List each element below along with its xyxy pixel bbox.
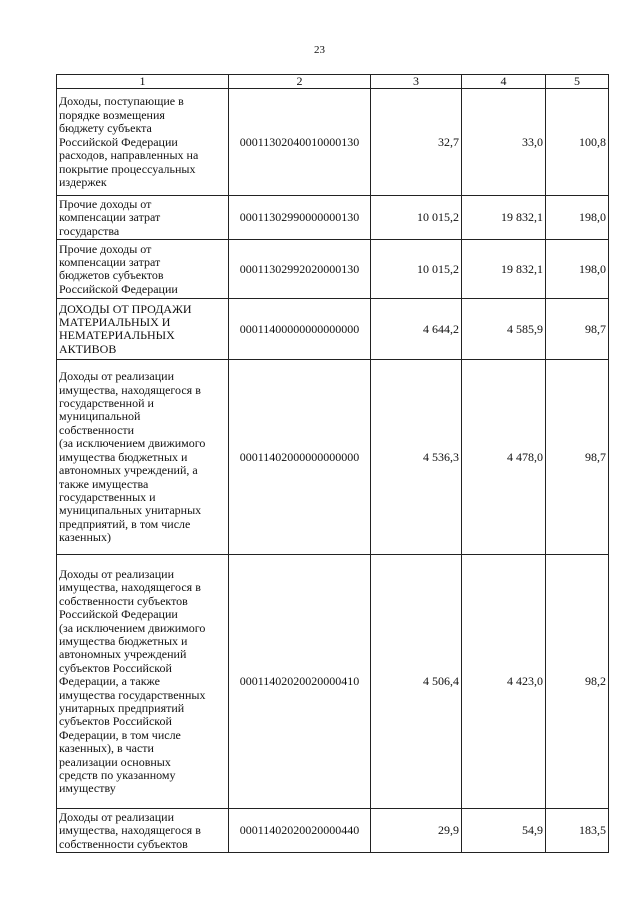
row-value-col5: 100,8 [546, 89, 609, 196]
row-code-cell: 00011302040010000130 [229, 89, 371, 196]
table-row [57, 196, 609, 240]
row-value-col5: 198,0 [546, 240, 609, 299]
row-name-cell: Прочие доходы от компенсации затрат бюджетов субъектов Российской Федерации [57, 240, 229, 299]
column-header-4: 4 [462, 75, 546, 89]
row-value-col5: 183,5 [546, 809, 609, 853]
row-value-col4: 33,0 [462, 89, 546, 196]
row-value-col5: 98,2 [546, 555, 609, 809]
row-value-col5: 98,7 [546, 360, 609, 555]
row-value-col3: 10 015,2 [371, 196, 462, 240]
column-header-5: 5 [546, 75, 609, 89]
table-row [57, 360, 609, 555]
row-name-cell: Прочие доходы от компенсации затрат государства [57, 196, 229, 240]
row-value-col3: 32,7 [371, 89, 462, 196]
row-name-cell: Доходы, поступающие в порядке возмещения бюджету субъекта Российской Федерации расходов, направленных на покрытие процессуальных издержек [57, 89, 229, 196]
row-code-cell: 00011400000000000000 [229, 299, 371, 360]
table-row [57, 240, 609, 299]
column-header-1: 1 [57, 75, 229, 89]
table-row [57, 299, 609, 360]
row-value-col4: 4 478,0 [462, 360, 546, 555]
row-name-cell: Доходы от реализации имущества, находящегося в собственности субъектов Российской Федерации (за исключением движимого имущества бюджетных и автономных учреждений субъектов Российской Федерации, а также имущества государственных унитарных предприятий субъектов Российской Федерации, в том числе казенных), в части реализации основных средств по указанному имуществу [57, 555, 229, 809]
row-value-col3: 4 536,3 [371, 360, 462, 555]
page-number: 23 [314, 44, 325, 56]
row-value-col3: 29,9 [371, 809, 462, 853]
row-code-cell: 00011402020020000440 [229, 809, 371, 853]
row-name-cell: Доходы от реализации имущества, находящегося в собственности субъектов [57, 809, 229, 853]
row-value-col3: 4 644,2 [371, 299, 462, 360]
row-value-col4: 54,9 [462, 809, 546, 853]
revenue-table [56, 74, 609, 853]
row-code-cell: 00011402000000000000 [229, 360, 371, 555]
row-value-col4: 19 832,1 [462, 196, 546, 240]
table-row [57, 809, 609, 853]
row-value-col5: 98,7 [546, 299, 609, 360]
row-value-col5: 198,0 [546, 196, 609, 240]
row-value-col4: 4 585,9 [462, 299, 546, 360]
row-code-cell: 00011302992020000130 [229, 240, 371, 299]
row-value-col4: 19 832,1 [462, 240, 546, 299]
row-name-cell: ДОХОДЫ ОТ ПРОДАЖИ МАТЕРИАЛЬНЫХ И НЕМАТЕРИАЛЬНЫХ АКТИВОВ [57, 299, 229, 360]
row-name-cell: Доходы от реализации имущества, находящегося в государственной и муниципальной собственности (за исключением движимого имущества бюджетных и автономных учреждений, а также имущества государственных и муниципальных унитарных предприятий, в том числе казенных) [57, 360, 229, 555]
table-row [57, 89, 609, 196]
row-code-cell: 00011402020020000410 [229, 555, 371, 809]
row-value-col4: 4 423,0 [462, 555, 546, 809]
row-value-col3: 10 015,2 [371, 240, 462, 299]
column-header-2: 2 [229, 75, 371, 89]
row-code-cell: 00011302990000000130 [229, 196, 371, 240]
row-value-col3: 4 506,4 [371, 555, 462, 809]
table-row [57, 555, 609, 809]
table-header-row [57, 75, 609, 89]
column-header-3: 3 [371, 75, 462, 89]
